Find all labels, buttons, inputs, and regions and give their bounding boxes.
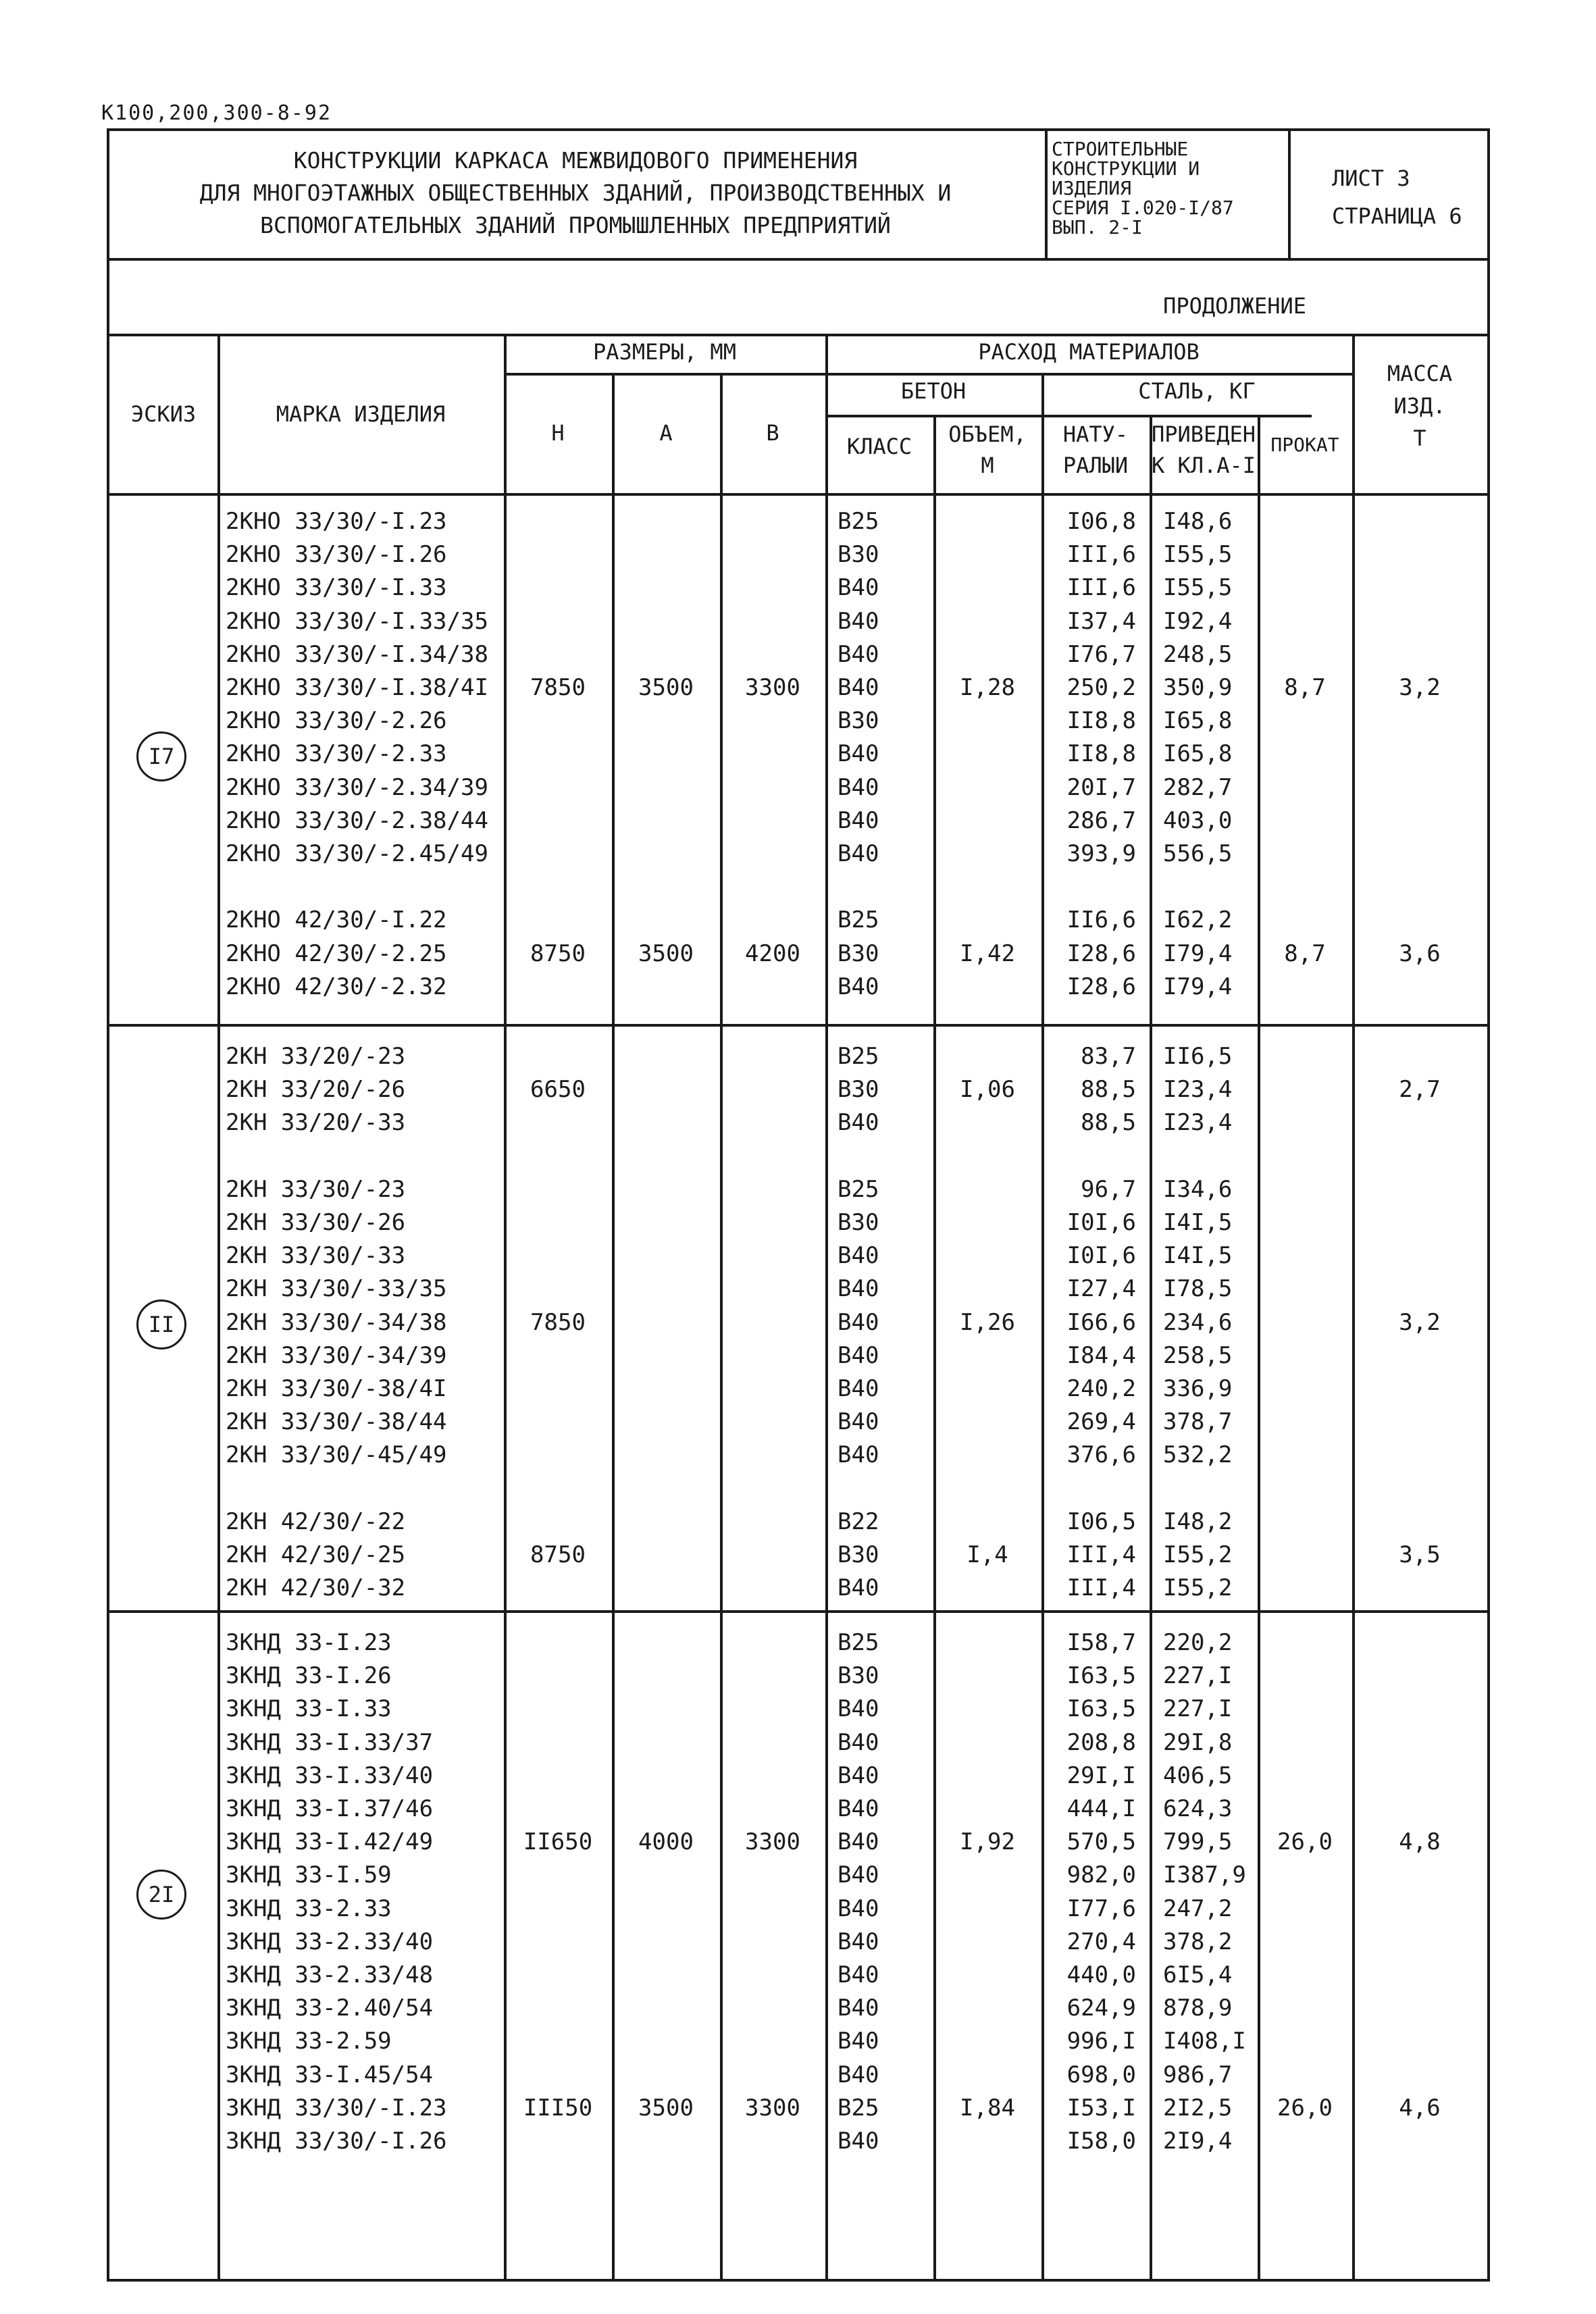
cell-mark: 3КНД 33-I.23 <box>226 1629 392 1656</box>
cell-red: 350,9 <box>1163 674 1233 701</box>
col-sketch: ЭСКИЗ <box>130 401 197 427</box>
cell-h: III50 <box>523 2094 593 2122</box>
cell-mark: 2КНО 33/30/-I.33/35 <box>226 607 488 635</box>
cell-cls: B40 <box>838 1408 879 1436</box>
cell-nat: I63,5 <box>1066 1695 1136 1723</box>
cell-nat: 393,9 <box>1066 840 1136 867</box>
cell-red: 986,7 <box>1163 2061 1233 2088</box>
cell-mark: 2КН 33/20/-26 <box>226 1076 406 1104</box>
cell-red: 220,2 <box>1163 1629 1233 1656</box>
cell-cls: B40 <box>838 1441 879 1469</box>
cell-mark: 2КН 33/30/-45/49 <box>226 1441 447 1469</box>
sheet-info <box>1332 159 1462 235</box>
cell-cls: B25 <box>838 2094 879 2122</box>
cell-cls: B40 <box>838 806 879 834</box>
cell-mark: 2КН 33/30/-34/39 <box>226 1341 447 1369</box>
cell-mark: 3КНД 33-2.33/40 <box>226 1928 434 1955</box>
cell-rolled: 8,7 <box>1284 674 1326 701</box>
cell-b: 4200 <box>745 940 800 967</box>
cell-red: I55,5 <box>1163 541 1233 569</box>
cell-red: 378,7 <box>1163 1408 1233 1436</box>
cell-mark: 2КН 33/30/-38/4I <box>226 1375 447 1402</box>
title-line: КОНСТРУКЦИИ КАРКАСА МЕЖВИДОВОГО ПРИМЕНЕНИЯ <box>293 147 858 174</box>
cell-red: 878,9 <box>1163 1995 1233 2022</box>
cell-mass: 3,2 <box>1399 674 1441 701</box>
cell-nat: 240,2 <box>1066 1375 1136 1402</box>
col-mass-2: ИЗД. <box>1393 393 1446 419</box>
cell-nat: III,4 <box>1066 1541 1136 1568</box>
cell-nat: I77,6 <box>1066 1895 1136 1922</box>
cell-cls: B40 <box>838 1375 879 1402</box>
cell-mark: 2КНО 33/30/-I.38/4I <box>226 674 488 701</box>
cell-nat: 29I,I <box>1066 1762 1136 1789</box>
cell-mark: 3КНД 33-I.33/37 <box>226 1728 434 1756</box>
cell-mark: 2КН 33/30/-33 <box>226 1242 406 1270</box>
cell-nat: I58,7 <box>1066 1629 1136 1656</box>
cell-nat: 286,7 <box>1066 806 1136 834</box>
cell-nat: 96,7 <box>1081 1175 1136 1203</box>
cell-cls: B25 <box>838 508 879 535</box>
cell-nat: I0I,6 <box>1066 1242 1136 1270</box>
cell-cls: B40 <box>838 840 879 867</box>
section-divider <box>109 1024 1487 1027</box>
section-divider <box>109 1610 1487 1613</box>
title-line: ВСПОМОГАТЕЛЬНЫХ ЗДАНИЙ ПРОМЫШЛЕННЫХ ПРЕДПРИЯТИЙ <box>260 212 891 238</box>
cell-red: I4I,5 <box>1163 1209 1233 1236</box>
col-reduced-2: К КЛ.А-I <box>1151 453 1256 478</box>
cell-cls: B25 <box>838 1175 879 1203</box>
cell-mark: 2КН 33/20/-23 <box>226 1043 406 1070</box>
cell-cls: B40 <box>838 1995 879 2022</box>
cell-red: 406,5 <box>1163 1762 1233 1789</box>
col-volume: ОБЪЕМ, <box>948 421 1027 447</box>
series-line: ИЗДЕЛИЯ <box>1052 177 1132 199</box>
cell-nat: 444,I <box>1066 1795 1136 1822</box>
cell-h: 7850 <box>530 1308 586 1336</box>
cell-vol: I,84 <box>960 2094 1015 2122</box>
cell-nat: 376,6 <box>1066 1441 1136 1469</box>
col-dims: РАЗМЕРЫ, ММ <box>593 339 736 365</box>
cell-cls: B40 <box>838 773 879 801</box>
cell-red: 258,5 <box>1163 1341 1233 1369</box>
cell-a: 4000 <box>638 1828 694 1856</box>
cell-mass: 3,6 <box>1399 940 1441 967</box>
cell-nat: 208,8 <box>1066 1728 1136 1756</box>
cell-red: 227,I <box>1163 1662 1233 1690</box>
cell-nat: 996,I <box>1066 2028 1136 2055</box>
cell-mark: 2КН 33/30/-23 <box>226 1175 406 1203</box>
col-mass-3: Т <box>1413 426 1426 451</box>
table-header-bottom <box>109 493 1487 496</box>
cell-red: 556,5 <box>1163 840 1233 867</box>
cell-cls: B40 <box>838 1695 879 1723</box>
cell-nat: 698,0 <box>1066 2061 1136 2088</box>
cell-mark: 2КН 33/30/-33/35 <box>226 1275 447 1303</box>
cell-h: 8750 <box>530 1541 586 1568</box>
cell-a: 3500 <box>638 2094 694 2122</box>
cell-red: I55,2 <box>1163 1574 1233 1602</box>
cell-red: I23,4 <box>1163 1076 1233 1104</box>
cell-cls: B30 <box>838 1076 879 1104</box>
cell-mark: 2КНО 42/30/-2.32 <box>226 973 447 1000</box>
cell-red: I55,2 <box>1163 1541 1233 1568</box>
cell-nat: I76,7 <box>1066 640 1136 668</box>
cell-red: 532,2 <box>1163 1441 1233 1469</box>
cell-vol: I,92 <box>960 1828 1015 1856</box>
cell-cls: B40 <box>838 1928 879 1955</box>
cell-cls: B40 <box>838 2128 879 2155</box>
cell-red: I23,4 <box>1163 1109 1233 1137</box>
cell-cls: B40 <box>838 1275 879 1303</box>
cell-nat: I53,I <box>1066 2094 1136 2122</box>
cell-cls: B40 <box>838 1574 879 1602</box>
series-line: ВЫП. 2-I <box>1052 216 1143 238</box>
cell-cls: B40 <box>838 1341 879 1369</box>
sketch-number-circle: II <box>136 1300 186 1349</box>
cell-mark: 2КНО 33/30/-I.26 <box>226 541 447 569</box>
cell-mark: 3КНД 33/30/-I.23 <box>226 2094 447 2122</box>
cell-h: 7850 <box>530 674 586 701</box>
cell-nat: 570,5 <box>1066 1828 1136 1856</box>
cell-nat: I28,6 <box>1066 940 1136 967</box>
cell-cls: B40 <box>838 674 879 701</box>
cell-mark: 2КН 33/30/-38/44 <box>226 1408 447 1436</box>
document-title <box>109 145 1041 242</box>
cell-nat: III,6 <box>1066 541 1136 569</box>
col-class: КЛАСС <box>846 434 912 459</box>
cell-mass: 3,2 <box>1399 1308 1441 1336</box>
cell-cls: B40 <box>838 740 879 768</box>
cell-red: 378,2 <box>1163 1928 1233 1955</box>
cell-cls: B40 <box>838 973 879 1000</box>
cell-rolled: 26,0 <box>1277 1828 1333 1856</box>
cell-cls: B30 <box>838 940 879 967</box>
cell-red: I62,2 <box>1163 906 1233 934</box>
cell-cls: B40 <box>838 1795 879 1822</box>
cell-mark: 3КНД 33-I.45/54 <box>226 2061 434 2088</box>
sheet-number: ЛИСТ 3 <box>1332 165 1410 191</box>
cell-red: 2I9,4 <box>1163 2128 1233 2155</box>
cell-nat: I84,4 <box>1066 1341 1136 1369</box>
cell-nat: 20I,7 <box>1066 773 1136 801</box>
cell-mass: 3,5 <box>1399 1541 1441 1568</box>
cell-mark: 3КНД 33-I.42/49 <box>226 1828 434 1856</box>
series-line: КОНСТРУКЦИИ И <box>1052 157 1200 180</box>
series-line: СЕРИЯ I.020-I/87 <box>1052 197 1234 219</box>
cell-nat: II8,8 <box>1066 707 1136 735</box>
cell-nat: 270,4 <box>1066 1928 1136 1955</box>
cell-red: I78,5 <box>1163 1275 1233 1303</box>
cell-red: I65,8 <box>1163 740 1233 768</box>
col-natural-2: РАЛЫИ <box>1062 453 1129 478</box>
cell-h: 6650 <box>530 1076 586 1104</box>
cell-mark: 3КНД 33/30/-I.26 <box>226 2128 447 2155</box>
cell-b: 3300 <box>745 2094 800 2122</box>
cell-red: 282,7 <box>1163 773 1233 801</box>
cell-rolled: 8,7 <box>1284 940 1326 967</box>
cell-mark: 3КНД 33-I.59 <box>226 1861 392 1889</box>
cell-mass: 2,7 <box>1399 1076 1441 1104</box>
cell-mark: 2КН 33/20/-33 <box>226 1109 406 1137</box>
cell-mark: 2КНО 33/30/-2.33 <box>226 740 447 768</box>
cell-red: I48,2 <box>1163 1508 1233 1535</box>
cell-red: I92,4 <box>1163 607 1233 635</box>
cell-cls: B40 <box>838 2061 879 2088</box>
col-mark: МАРКА ИЗДЕЛИЯ <box>276 401 446 427</box>
cell-red: 6I5,4 <box>1163 1961 1233 1988</box>
cell-cls: B40 <box>838 1308 879 1336</box>
cell-nat: I37,4 <box>1066 607 1136 635</box>
cell-red: 227,I <box>1163 1695 1233 1723</box>
cell-nat: 624,9 <box>1066 1995 1136 2022</box>
cell-mark: 2КНО 33/30/-2.26 <box>226 707 447 735</box>
cell-cls: B40 <box>838 1728 879 1756</box>
cell-cls: B40 <box>838 1762 879 1789</box>
col-h: Н <box>551 420 565 446</box>
title-block <box>109 131 1487 261</box>
cell-red: 624,3 <box>1163 1795 1233 1822</box>
document-code: К100,200,300-8-92 <box>101 101 332 125</box>
cell-mark: 2КН 33/30/-34/38 <box>226 1308 447 1336</box>
cell-h: II650 <box>523 1828 593 1856</box>
cell-mark: 2КНО 33/30/-2.45/49 <box>226 840 488 867</box>
col-concrete: БЕТОН <box>900 378 967 404</box>
cell-cls: B30 <box>838 541 879 569</box>
cell-cls: B40 <box>838 1109 879 1137</box>
cell-red: I55,5 <box>1163 574 1233 602</box>
cell-cls: B30 <box>838 1662 879 1690</box>
cell-red: I387,9 <box>1163 1861 1246 1889</box>
cell-mark: 3КНД 33-2.33/48 <box>226 1961 434 1988</box>
sketch-number-circle: I7 <box>136 731 186 781</box>
cell-h: 8750 <box>530 940 586 967</box>
cell-cls: B40 <box>838 1961 879 1988</box>
cell-b: 3300 <box>745 674 800 701</box>
cell-cls: B25 <box>838 1629 879 1656</box>
cell-mark: 2КН 42/30/-22 <box>226 1508 406 1535</box>
cell-red: I79,4 <box>1163 940 1233 967</box>
page-number: СТРАНИЦА 6 <box>1332 203 1462 229</box>
cell-nat: III,6 <box>1066 574 1136 602</box>
cell-red: 247,2 <box>1163 1895 1233 1922</box>
cell-cls: B25 <box>838 906 879 934</box>
cell-a: 3500 <box>638 674 694 701</box>
cell-red: I4I,5 <box>1163 1242 1233 1270</box>
series-info <box>1052 139 1234 237</box>
cell-vol: I,28 <box>960 674 1015 701</box>
cell-nat: 440,0 <box>1066 1961 1136 1988</box>
cell-cls: B25 <box>838 1043 879 1070</box>
cell-mark: 3КНД 33-2.59 <box>226 2028 392 2055</box>
cell-red: 403,0 <box>1163 806 1233 834</box>
cell-red: I48,6 <box>1163 508 1233 535</box>
cell-mark: 3КНД 33-I.37/46 <box>226 1795 434 1822</box>
cell-red: I65,8 <box>1163 707 1233 735</box>
cell-mark: 2КН 42/30/-25 <box>226 1541 406 1568</box>
cell-mark: 2КН 33/30/-26 <box>226 1209 406 1236</box>
cell-cls: B40 <box>838 1828 879 1856</box>
cell-mark: 2КНО 33/30/-I.34/38 <box>226 640 488 668</box>
cell-cls: B40 <box>838 2028 879 2055</box>
cell-red: I34,6 <box>1163 1175 1233 1203</box>
series-line: СТРОИТЕЛЬНЫЕ <box>1052 138 1189 160</box>
col-natural: НАТУ- <box>1062 421 1129 447</box>
col-steel: СТАЛЬ, КГ <box>1138 378 1256 404</box>
cell-cls: B40 <box>838 1861 879 1889</box>
cell-red: 234,6 <box>1163 1308 1233 1336</box>
cell-vol: I,26 <box>960 1308 1015 1336</box>
cell-mass: 4,8 <box>1399 1828 1441 1856</box>
cell-b: 3300 <box>745 1828 800 1856</box>
cell-red: II6,5 <box>1163 1043 1233 1070</box>
drawing-frame <box>107 128 1490 2282</box>
col-mass: МАССА <box>1387 361 1453 386</box>
cell-nat: I27,4 <box>1066 1275 1136 1303</box>
cell-cls: B40 <box>838 574 879 602</box>
cell-nat: 88,5 <box>1081 1109 1136 1137</box>
col-a: А <box>659 420 673 446</box>
cell-red: 336,9 <box>1163 1375 1233 1402</box>
cell-rolled: 26,0 <box>1277 2094 1333 2122</box>
cell-mark: 2КНО 42/30/-2.25 <box>226 940 447 967</box>
cell-nat: 250,2 <box>1066 674 1136 701</box>
cell-nat: I63,5 <box>1066 1662 1136 1690</box>
cell-vol: I,42 <box>960 940 1015 967</box>
cell-red: 2I2,5 <box>1163 2094 1233 2122</box>
cell-nat: I06,8 <box>1066 508 1136 535</box>
cell-mark: 2КНО 33/30/-2.34/39 <box>226 773 488 801</box>
cell-cls: B30 <box>838 1209 879 1236</box>
cell-red: 29I,8 <box>1163 1728 1233 1756</box>
cell-nat: I28,6 <box>1066 973 1136 1000</box>
cell-nat: I0I,6 <box>1066 1209 1136 1236</box>
col-reduced: ПРИВЕДЕН <box>1151 421 1256 447</box>
cell-red: 248,5 <box>1163 640 1233 668</box>
cell-nat: 982,0 <box>1066 1861 1136 1889</box>
cell-cls: B40 <box>838 1242 879 1270</box>
cell-cls: B40 <box>838 640 879 668</box>
cell-mark: 3КНД 33-2.40/54 <box>226 1995 434 2022</box>
cell-nat: II8,8 <box>1066 740 1136 768</box>
cell-mark: 2КНО 33/30/-I.33 <box>226 574 447 602</box>
cell-cls: B22 <box>838 1508 879 1535</box>
cell-cls: B30 <box>838 707 879 735</box>
cell-nat: 269,4 <box>1066 1408 1136 1436</box>
cell-mark: 2КНО 33/30/-2.38/44 <box>226 806 488 834</box>
cell-mark: 3КНД 33-I.26 <box>226 1662 392 1690</box>
cell-nat: I06,5 <box>1066 1508 1136 1535</box>
cell-red: 799,5 <box>1163 1828 1233 1856</box>
cell-vol: I,4 <box>967 1541 1008 1568</box>
cell-cls: B30 <box>838 1541 879 1568</box>
continuation-label: ПРОДОЛЖЕНИЕ <box>1163 293 1306 319</box>
cell-cls: B40 <box>838 607 879 635</box>
cell-mark: 2КН 42/30/-32 <box>226 1574 406 1602</box>
cell-cls: B40 <box>838 1895 879 1922</box>
cell-mass: 4,6 <box>1399 2094 1441 2122</box>
cell-mark: 2КНО 33/30/-I.23 <box>226 508 447 535</box>
col-rolled: ПРОКАТ <box>1270 434 1339 456</box>
cell-a: 3500 <box>638 940 694 967</box>
cell-mark: 2КНО 42/30/-I.22 <box>226 906 447 934</box>
cell-nat: II6,6 <box>1066 906 1136 934</box>
cell-red: I408,I <box>1163 2028 1246 2055</box>
cell-nat: 88,5 <box>1081 1076 1136 1104</box>
cell-nat: III,4 <box>1066 1574 1136 1602</box>
cell-mark: 3КНД 33-I.33/40 <box>226 1762 434 1789</box>
cell-vol: I,06 <box>960 1076 1015 1104</box>
col-b: В <box>766 420 779 446</box>
sketch-number-circle: 2I <box>136 1870 186 1920</box>
cell-nat: I66,6 <box>1066 1308 1136 1336</box>
cell-mark: 3КНД 33-2.33 <box>226 1895 392 1922</box>
cell-nat: 83,7 <box>1081 1043 1136 1070</box>
cell-mark: 3КНД 33-I.33 <box>226 1695 392 1723</box>
cell-nat: I58,0 <box>1066 2128 1136 2155</box>
col-materials: РАСХОД МАТЕРИАЛОВ <box>978 339 1200 365</box>
title-line: ДЛЯ МНОГОЭТАЖНЫХ ОБЩЕСТВЕННЫХ ЗДАНИЙ, ПРОИЗВОДСТВЕННЫХ И <box>199 180 952 206</box>
col-volume-unit: М <box>981 453 994 478</box>
cell-red: I79,4 <box>1163 973 1233 1000</box>
